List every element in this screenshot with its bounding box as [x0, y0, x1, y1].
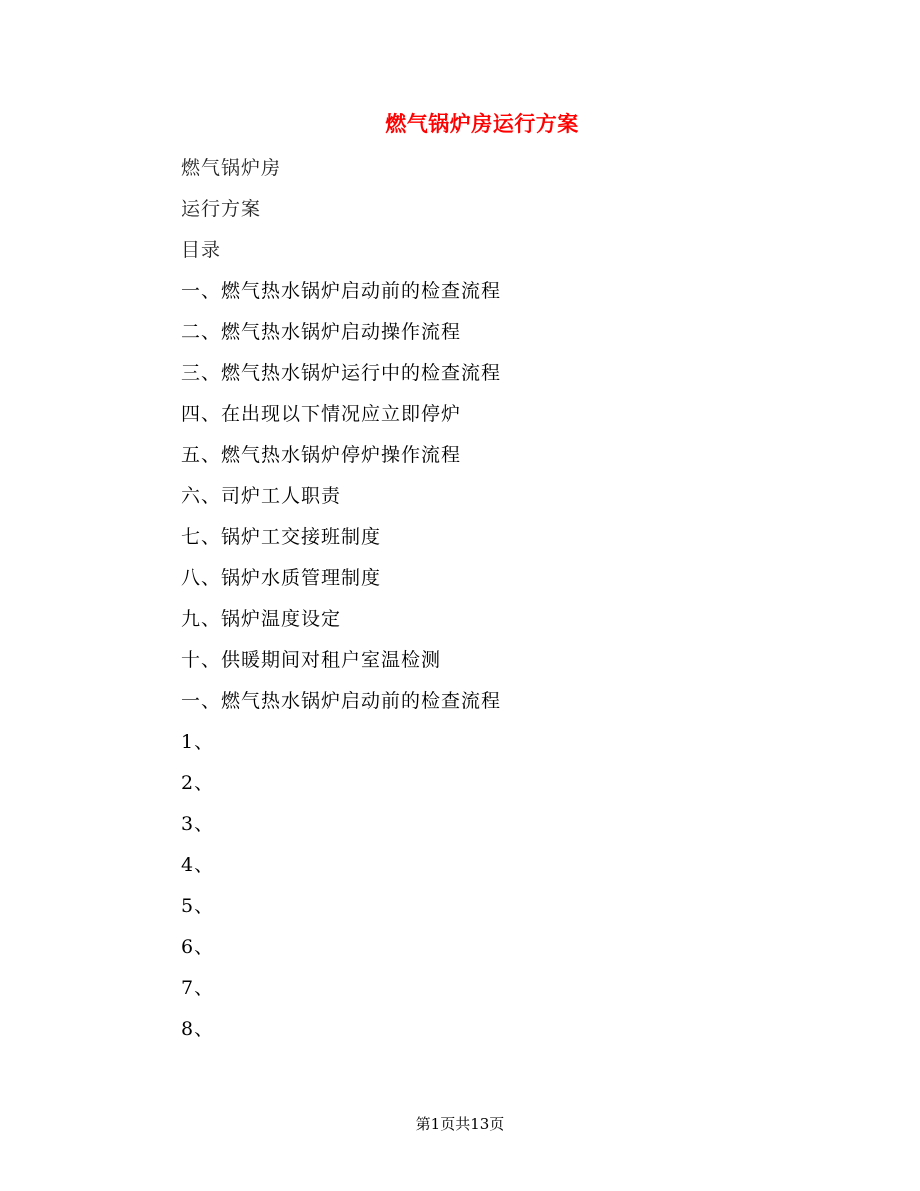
toc-item-6: 六、司炉工人职责 [181, 485, 342, 507]
toc-item-8: 八、锅炉水质管理制度 [181, 567, 382, 589]
toc-item-9: 九、锅炉温度设定 [181, 608, 342, 630]
toc-item-3: 三、燃气热水锅炉运行中的检查流程 [181, 362, 502, 384]
toc-item-4: 四、在出现以下情况应立即停炉 [181, 403, 462, 425]
numbered-item-7: 7、 [181, 977, 215, 999]
document-body [181, 152, 501, 1054]
numbered-item-2: 2、 [181, 772, 215, 794]
subtitle-line-1: 燃气锅炉房 [181, 157, 282, 179]
section-heading-1: 一、燃气热水锅炉启动前的检查流程 [181, 690, 502, 712]
numbered-item-5: 5、 [181, 895, 215, 917]
document-title: 燃气锅炉房运行方案 [385, 111, 579, 136]
numbered-item-1: 1、 [181, 731, 215, 753]
toc-item-5: 五、燃气热水锅炉停炉操作流程 [181, 444, 462, 466]
toc-item-10: 十、供暖期间对租户室温检测 [181, 649, 442, 671]
numbered-item-6: 6、 [181, 936, 215, 958]
toc-item-1: 一、燃气热水锅炉启动前的检查流程 [181, 280, 502, 302]
numbered-item-8: 8、 [181, 1018, 215, 1040]
numbered-item-4: 4、 [181, 854, 215, 876]
page-footer: 第1页共13页 [415, 1115, 505, 1133]
toc-item-7: 七、锅炉工交接班制度 [181, 526, 382, 548]
subtitle-line-2: 运行方案 [181, 198, 262, 220]
numbered-item-3: 3、 [181, 813, 215, 835]
toc-heading: 目录 [181, 239, 222, 261]
toc-item-2: 二、燃气热水锅炉启动操作流程 [181, 321, 462, 343]
